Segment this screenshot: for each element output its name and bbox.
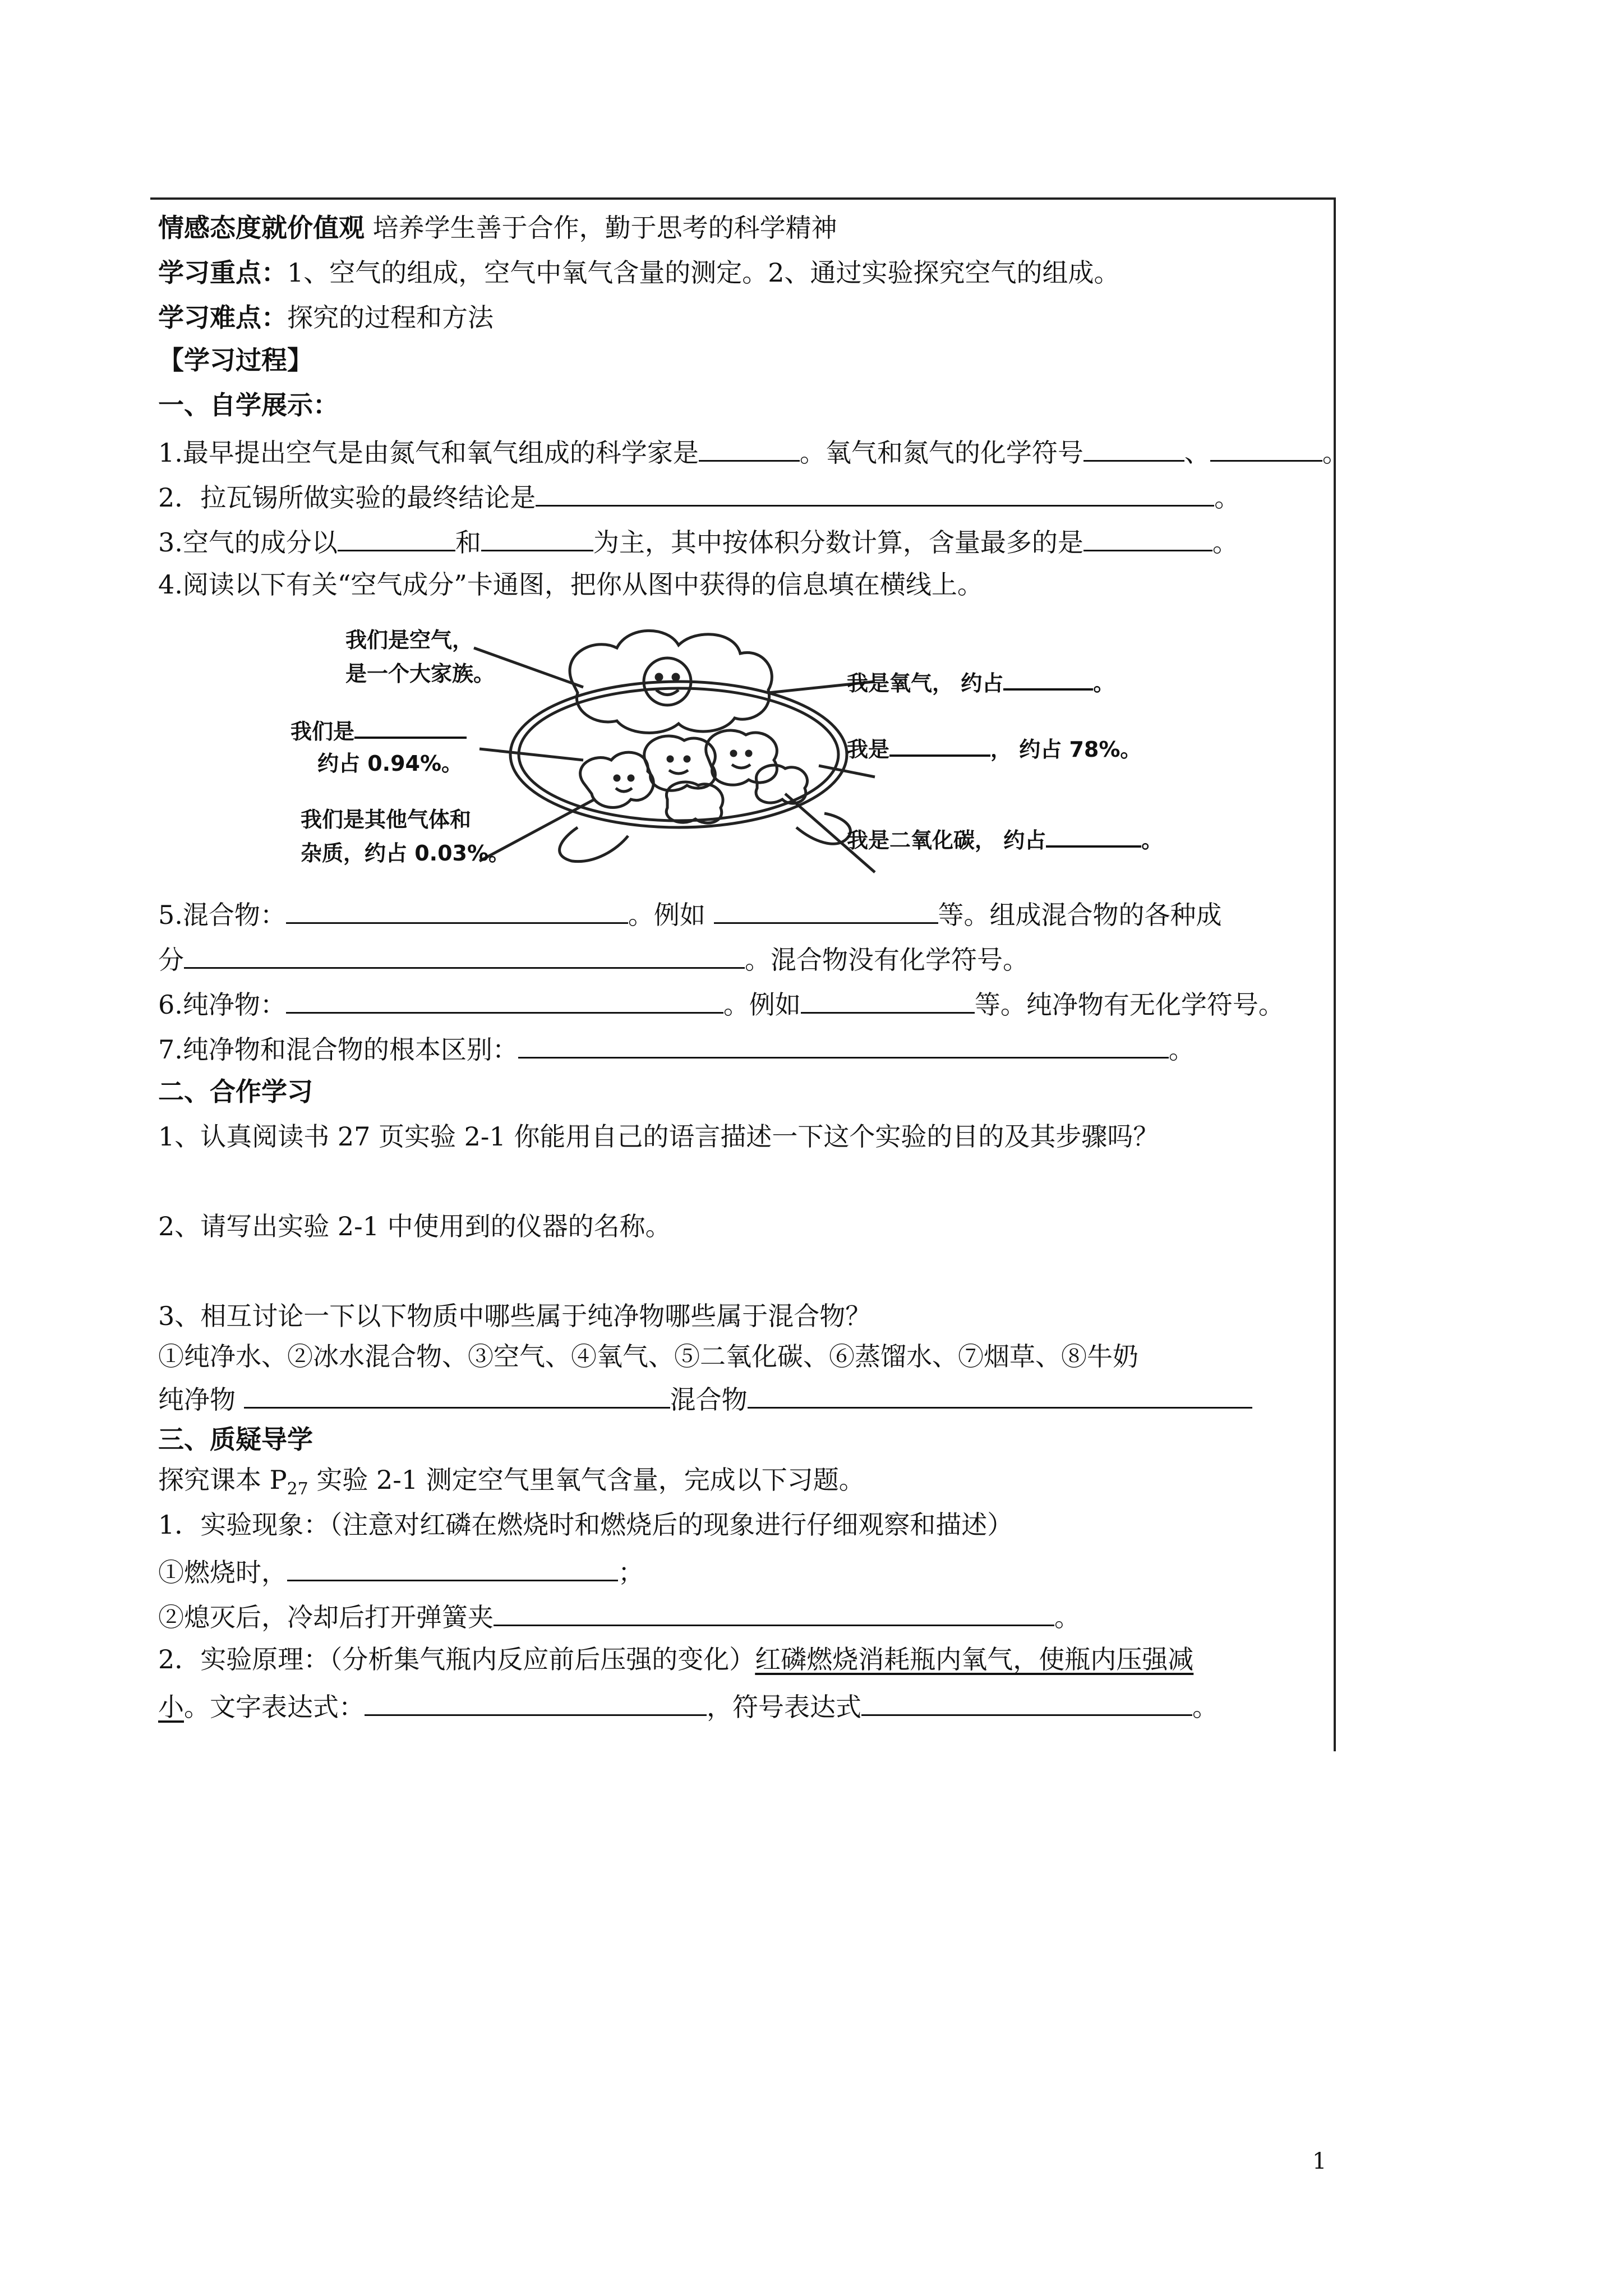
focus-text: 1、空气的组成，空气中氧气含量的测定。2、通过实验探究空气的组成。 [287, 257, 1120, 288]
s3-q1-2-blank[interactable] [494, 1598, 1054, 1626]
rare-gas-blank[interactable] [354, 714, 467, 739]
section3-title: 三、质疑导学 [158, 1424, 313, 1455]
s1-q5-line2 [158, 940, 1029, 977]
s3-q1-1-blank[interactable] [287, 1553, 618, 1581]
s1-q2-end: 。 [1214, 482, 1241, 513]
s1-q5-line1 [158, 895, 1222, 932]
s1-q1-blank-scientist[interactable] [699, 433, 800, 462]
pure-blank[interactable] [244, 1380, 670, 1409]
s1-q6-text-a: 6.纯净物： [158, 990, 286, 1020]
nitrogen-percent: ， 约占 78%。 [990, 737, 1142, 762]
s1-q5-blank-3[interactable] [184, 940, 745, 969]
page-number: 1 [1312, 2148, 1327, 2174]
s1-q1-text-c: 、 [1184, 438, 1210, 468]
attitude-label: 情感态度就价值观 [158, 213, 365, 243]
s3-intro-b: 实验 2-1 测定空气里氧气含量，完成以下习题。 [308, 1465, 865, 1495]
s3-q2-blank-word[interactable] [365, 1687, 707, 1716]
s2-classify [158, 1380, 1252, 1416]
s1-q3-text-a: 3.空气的成分以 [158, 527, 338, 558]
s1-q3-blank-1[interactable] [338, 523, 455, 551]
s3-q1-1 [158, 1553, 644, 1589]
s1-q1-text-b: 。氧气和氮气的化学符号 [799, 438, 1083, 468]
s1-q1-text-a: 1.最早提出空气是由氮气和氧气组成的科学家是 [158, 438, 699, 468]
s3-q2-text-a: 2．实验原理：（分析集气瓶内反应前后压强的变化） [158, 1644, 755, 1674]
cartoon-label-nitrogen [847, 732, 1141, 764]
co2-text: 我是二氧化碳， 约占 [847, 828, 1046, 853]
s3-q2-blank-symbol[interactable] [861, 1687, 1192, 1716]
s1-q3-text-b: 和 [455, 527, 481, 558]
cartoon-label-air-1: 我们是空气， [345, 628, 474, 652]
cartoon-label-rare-gas-percent: 约占 0.94%。 [317, 751, 463, 776]
s1-q1-blank-nitrogen[interactable] [1210, 433, 1322, 462]
s3-q1-2 [158, 1598, 1080, 1634]
s3-intro [158, 1463, 865, 1506]
difficulty-line [158, 301, 494, 334]
s1-q3-end: 。 [1212, 527, 1238, 558]
oxygen-end: 。 [1093, 671, 1115, 696]
s3-q2-underlined-1: 红磷燃烧消耗瓶内氧气，使瓶内压强减 [755, 1644, 1194, 1674]
process-title: 【学习过程】 [158, 345, 313, 375]
s1-q2-text: 2．拉瓦锡所做实验的最终结论是 [158, 482, 536, 513]
s3-q2-line1 [158, 1642, 1193, 1676]
s2-q1: 1、认真阅读书 27 页实验 2-1 你能用自己的语言描述一下这个实验的目的及其步骤吗？ [158, 1121, 1159, 1152]
s1-q6 [158, 985, 1284, 1022]
s1-q7-blank[interactable] [518, 1030, 1169, 1059]
s3-q2-underlined-2: 小 [158, 1692, 184, 1722]
s1-q5-text-c: 等。组成混合物的各种成 [938, 900, 1222, 930]
difficulty-text: 探究的过程和方法 [287, 302, 494, 333]
nitrogen-text: 我是 [847, 737, 890, 762]
s1-q7-end: 。 [1168, 1034, 1195, 1065]
section2-title: 二、合作学习 [158, 1076, 313, 1107]
s1-q5-text-e: 。混合物没有化学符号。 [745, 945, 1029, 975]
cartoon-label-other-1: 我们是其他气体和 [301, 807, 472, 832]
s3-q1-2-end: 。 [1054, 1602, 1080, 1632]
s1-q4: 4.阅读以下有关“空气成分”卡通图，把你从图中获得的信息填在横线上。 [158, 569, 983, 600]
mixture-label: 混合物 [670, 1384, 748, 1415]
nitrogen-blank[interactable] [889, 732, 990, 757]
s1-q3 [158, 523, 1238, 559]
pure-label: 纯净物 [158, 1384, 244, 1415]
focus-label: 学习重点： [158, 257, 287, 288]
cartoon-label-oxygen [847, 666, 1114, 698]
focus-line [158, 256, 1120, 289]
s1-q6-blank-2[interactable] [801, 985, 975, 1014]
air-composition-cartoon [280, 614, 1234, 884]
s3-q2-line2 [158, 1687, 1218, 1724]
s1-q7-text: 7.纯净物和混合物的根本区别： [158, 1034, 518, 1065]
s2-q3: 3、相互讨论一下以下物质中哪些属于纯净物哪些属于混合物？ [158, 1301, 872, 1331]
attitude-text: 培养学生善于合作，勤于思考的科学精神 [365, 213, 837, 243]
s1-q7 [158, 1030, 1195, 1066]
s1-q2 [158, 478, 1240, 514]
s2-items: ①纯净水、②冰水混合物、③空气、④氧气、⑤二氧化碳、⑥蒸馏水、⑦烟草、⑧牛奶 [158, 1341, 1138, 1372]
co2-end: 。 [1141, 828, 1163, 853]
s1-q5-text-d: 分 [158, 945, 184, 975]
cartoon-label-rare-gas [291, 714, 467, 746]
s1-q5-text-a: 5.混合物： [158, 900, 286, 930]
s3-q1-2-text: ②熄灭后，冷却后打开弹簧夹 [158, 1602, 494, 1632]
s1-q6-text-b: 。例如 [723, 990, 801, 1020]
s3-q1-1-end: ； [618, 1557, 644, 1588]
s3-q2-end: 。 [1192, 1692, 1218, 1722]
s1-q3-blank-3[interactable] [1083, 523, 1212, 551]
cartoon-label-air-2: 是一个大家族。 [345, 661, 495, 686]
co2-blank[interactable] [1046, 823, 1141, 848]
oxygen-blank[interactable] [1003, 666, 1093, 691]
s1-q1-end: 。 [1322, 438, 1348, 468]
s1-q6-blank-1[interactable] [286, 985, 723, 1014]
attitude-line [158, 211, 837, 245]
rare-gas-text: 我们是 [291, 719, 355, 744]
s3-q1: 1．实验现象：（注意对红磷在燃烧时和燃烧后的现象进行仔细观察和描述） [158, 1510, 1013, 1540]
s1-q2-blank[interactable] [536, 478, 1214, 507]
s1-q5-text-b: 。例如 [628, 900, 714, 930]
s3-intro-sub: 27 [287, 1479, 308, 1499]
s1-q3-text-c: 为主，其中按体积分数计算，含量最多的是 [593, 527, 1083, 558]
s1-q1 [158, 433, 1348, 470]
cartoon-label-other-2: 杂质，约占 0.03%。 [301, 841, 510, 866]
s3-q2-text-b: 。文字表达式： [184, 1692, 365, 1722]
s1-q3-blank-2[interactable] [481, 523, 593, 551]
cartoon-label-co2 [847, 823, 1163, 855]
mixture-blank[interactable] [748, 1380, 1252, 1409]
oxygen-text: 我是氧气， 约占 [847, 671, 1004, 696]
s1-q5-blank-2[interactable] [714, 895, 938, 924]
s1-q5-blank-1[interactable] [286, 895, 628, 924]
frame-right-border [1334, 197, 1336, 1751]
frame-top-border [150, 197, 1335, 200]
s3-q2-text-c: ，符号表达式 [707, 1692, 861, 1722]
s1-q1-blank-oxygen[interactable] [1083, 433, 1184, 462]
s3-intro-a: 探究课本 P [158, 1465, 287, 1495]
s3-q1-1-text: ①燃烧时， [158, 1557, 287, 1588]
s2-q2: 2、请写出实验 2-1 中使用到的仪器的名称。 [158, 1211, 671, 1241]
s1-q6-text-c: 等。纯净物有无化学符号。 [974, 990, 1284, 1020]
section1-title: 一、自学展示： [158, 390, 339, 420]
difficulty-label: 学习难点： [158, 302, 287, 333]
